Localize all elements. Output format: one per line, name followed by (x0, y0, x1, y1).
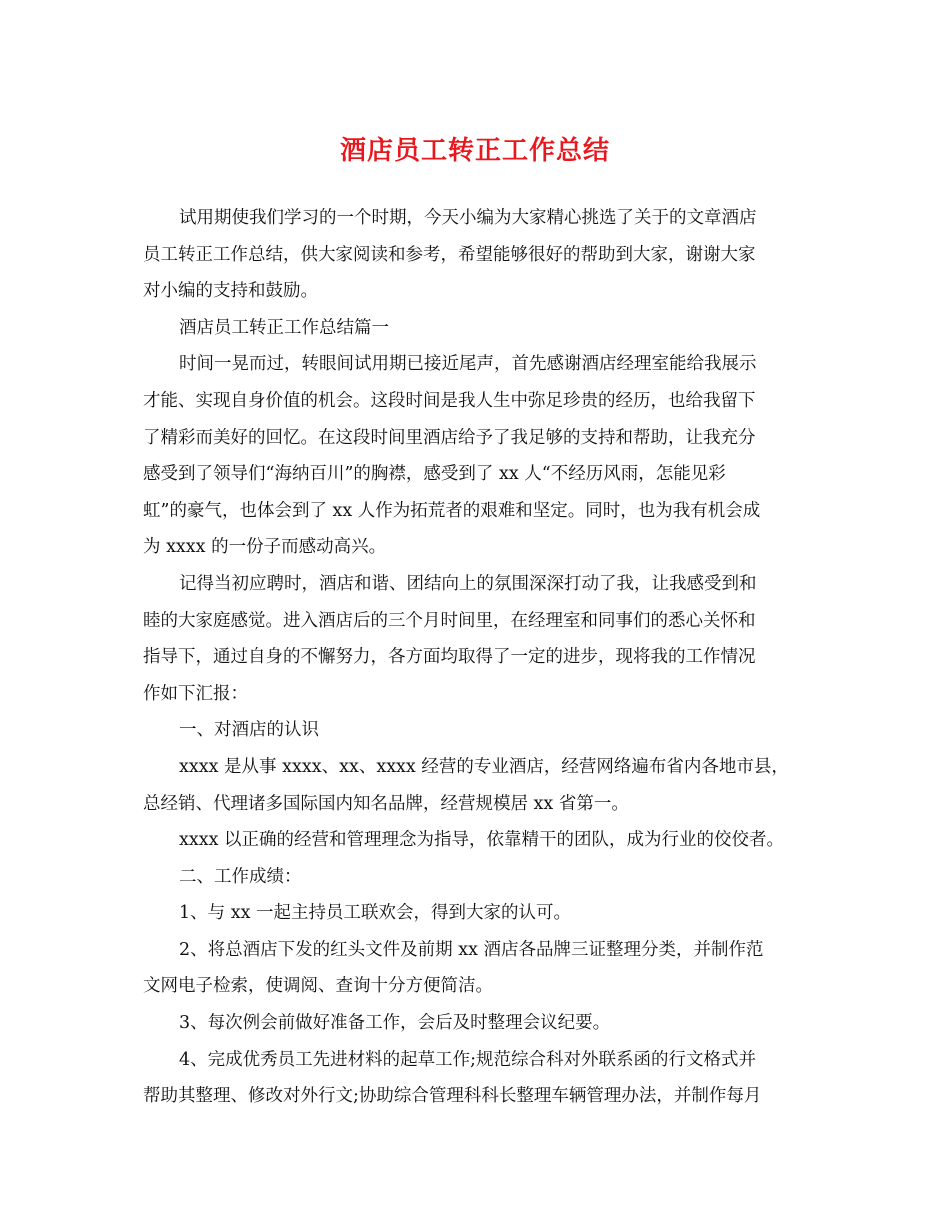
list-item-continuation: 文网电子检索，使调阅、查询十分方便简洁。 (143, 976, 493, 997)
document-body (143, 200, 807, 1115)
body-line: xxxx 是从事 xxxx、xx、xxxx 经营的专业酒店，经营网络遍布省内各地市县， (179, 756, 789, 777)
body-line: 指导下，通过自身的不懈努力，各方面均取得了一定的进步，现将我的工作情况 (143, 647, 756, 668)
list-item: 4、完成优秀员工先进材料的起草工作;规范综合科对外联系函的行文格式并 (179, 1049, 757, 1070)
body-line: 虹”的豪气，也体会到了 xx 人作为拓荒者的艰难和坚定。同时，也为我有机会成 (143, 500, 761, 521)
body-line: 试用期使我们学习的一个时期，今天小编为大家精心挑选了关于的文章酒店 (179, 208, 757, 228)
section-heading: 二、工作成绩： (179, 866, 302, 887)
list-item: 1、与 xx 一起主持员工联欢会，得到大家的认可。 (179, 903, 571, 924)
document-title: 酒店员工转正工作总结 (339, 136, 610, 166)
body-line: 感受到了领导们“海纳百川”的胸襟，感受到了 xx 人“不经历风雨，怎能见彩 (143, 464, 726, 485)
body-line: 对小编的支持和鼓励。 (143, 281, 318, 302)
list-item: 3、每次例会前做好准备工作，会后及时整理会议纪要。 (179, 1013, 611, 1034)
body-line: 了精彩而美好的回忆。在这段时间里酒店给予了我足够的支持和帮助，让我充分 (143, 427, 756, 448)
body-line: 为 xxxx 的一份子而感动高兴。 (143, 537, 387, 558)
body-line: xxxx 以正确的经营和管理理念为指导，依靠精干的团队，成为行业的佼佼者。 (179, 830, 785, 851)
list-item: 2、将总酒店下发的红头文件及前期 xx 酒店各品牌三证整理分类，并制作范 (179, 939, 764, 960)
list-item-continuation: 帮助其整理、修改对外行文;协助综合管理科科长整理车辆管理办法，并制作每月 (143, 1086, 762, 1107)
body-line: 作如下汇报： (143, 683, 248, 704)
body-line: 时间一晃而过，转眼间试用期已接近尾声，首先感谢酒店经理室能给我展示 (179, 354, 757, 375)
body-line: 记得当初应聘时，酒店和谐、团结向上的氛围深深打动了我，让我感受到和 (179, 573, 757, 594)
section-heading: 一、对酒店的认识 (179, 720, 319, 741)
section-heading: 酒店员工转正工作总结篇一 (179, 317, 389, 338)
body-line: 总经销、代理诸多国际国内知名品牌，经营规模居 xx 省第一。 (143, 793, 629, 814)
body-line: 睦的大家庭感觉。进入酒店后的三个月时间里，在经理室和同事们的悉心关怀和 (143, 610, 756, 631)
body-line: 员工转正工作总结，供大家阅读和参考，希望能够很好的帮助到大家，谢谢大家 (143, 244, 756, 265)
body-line: 才能、实现自身价值的机会。这段时间是我人生中弥足珍贵的经历，也给我留下 (143, 390, 756, 411)
